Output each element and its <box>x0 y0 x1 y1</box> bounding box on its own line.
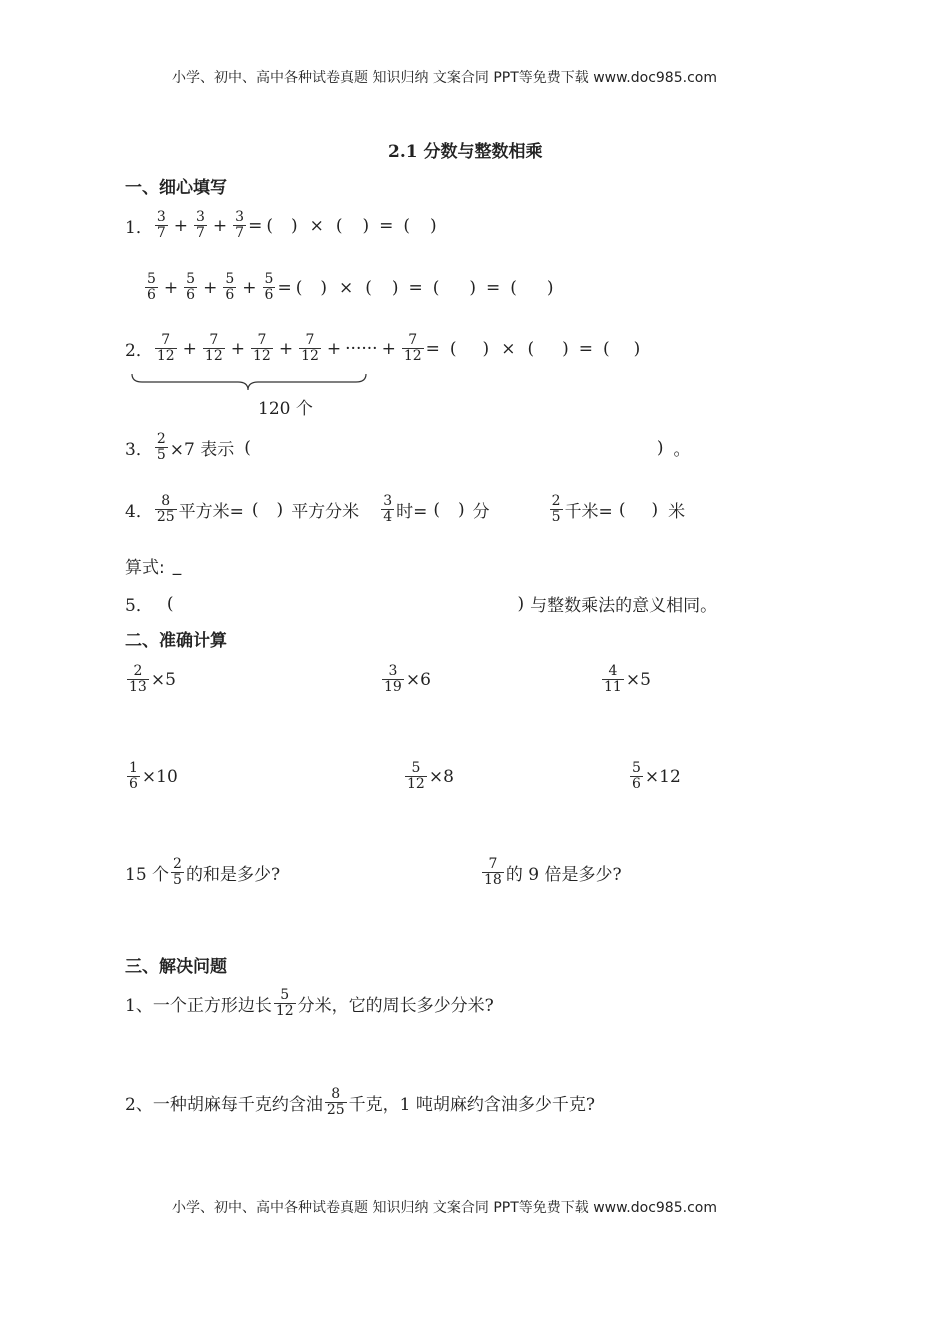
period: 。 <box>673 440 691 460</box>
fraction: $\frac{7}{12}$ <box>204 332 223 364</box>
blank-close: ) <box>656 437 664 458</box>
unit-text: 平方米= <box>178 502 244 522</box>
blank-open: ( <box>403 215 411 236</box>
question-1-line-2 <box>143 272 554 303</box>
blank-close: ) <box>651 499 659 520</box>
blank-open: ( <box>251 499 259 520</box>
fraction: $\frac{3}{7}$ <box>235 209 245 241</box>
blank-open: ( <box>166 593 174 614</box>
equals-sign: = <box>248 215 263 236</box>
blank-open: ( <box>618 499 626 520</box>
question-number: 4． <box>125 502 153 522</box>
formula-blank: _ <box>172 555 182 576</box>
problem-1: 1、一个正方形边长 $\frac{5}{12}$ 分米，它的周长多少分米? <box>125 987 494 1019</box>
brace-label: 120 个 <box>258 399 313 419</box>
question-number: 1． <box>125 218 153 238</box>
equals-sign: = <box>379 215 394 236</box>
word-calc-a: 15 个 $\frac{2}{5}$ 的和是多少? <box>125 856 281 888</box>
question-number: 5． <box>125 596 153 616</box>
blank-close: ) <box>320 277 327 298</box>
plus-sign: + <box>278 338 294 359</box>
fraction: $\frac{5}{6}$ <box>186 271 196 303</box>
blank-close: ) <box>290 215 298 236</box>
ellipsis: ······ <box>345 338 378 359</box>
blank-close: ) <box>458 499 465 520</box>
times-sign: × <box>501 338 516 359</box>
blank-open: ( <box>433 499 440 520</box>
blank-close: ) <box>633 338 641 359</box>
blank-close: ) <box>482 338 490 359</box>
fraction: $\frac{3}{7}$ <box>156 209 166 241</box>
unit-text: 米 <box>668 502 686 522</box>
calc-item: $\frac{5}{12}$ ×8 <box>407 760 454 792</box>
plus-sign: + <box>173 215 188 236</box>
blank-open: ( <box>244 437 251 458</box>
fraction: $\frac{3}{7}$ <box>196 209 205 241</box>
equals-sign: = <box>578 338 593 359</box>
underbrace <box>130 372 370 394</box>
fraction: $\frac{5}{6}$ <box>147 271 156 303</box>
calc-item: $\frac{1}{6}$ ×10 <box>129 760 178 792</box>
plus-sign: + <box>163 277 179 298</box>
blank-open: ( <box>602 338 610 359</box>
fraction: $\frac{7}{12}$ <box>301 332 319 364</box>
question-3 <box>125 432 691 463</box>
unit-text: 分 <box>472 502 490 522</box>
fraction: $\frac{5}{6}$ <box>225 271 235 303</box>
page-header: 小学、初中、高中各种试卷真题 知识归纳 文案合同 PPT等免费下载 www.doc985.com <box>172 70 717 86</box>
page-title: 2.1 分数与整数相乘 <box>388 142 543 162</box>
equals-sign: = <box>277 277 292 298</box>
page-footer: 小学、初中、高中各种试卷真题 知识归纳 文案合同 PPT等免费下载 www.doc985.com <box>172 1200 717 1216</box>
blank-close: ) <box>562 338 569 359</box>
unit-text: 千米= <box>564 502 613 522</box>
blank-open: ( <box>432 277 440 298</box>
question-text: ×7 表示 <box>169 440 235 460</box>
blank-open: ( <box>266 215 273 236</box>
formula-label: 算式: <box>125 558 165 578</box>
blank-close: ) <box>469 277 477 298</box>
blank-close: ) <box>391 277 399 298</box>
blank-open: ( <box>527 338 535 359</box>
blank-close: ) <box>430 215 437 236</box>
question-5 <box>125 591 717 616</box>
blank-open: ( <box>365 277 372 298</box>
equals-sign: = <box>425 338 440 359</box>
times-sign: × <box>309 215 324 236</box>
blank-open: ( <box>335 215 343 236</box>
equals-sign: = <box>408 277 423 298</box>
plus-sign: + <box>182 338 197 359</box>
blank-close: ) <box>362 215 370 236</box>
unit-text: 时= <box>396 502 428 522</box>
blank-open: ( <box>295 277 303 298</box>
formula-line <box>125 553 181 578</box>
blank-close: ) <box>546 277 554 298</box>
fraction: $\frac{2}{5}$ <box>156 431 166 463</box>
problem-2: 2、一种胡麻每千克约含油 $\frac{8}{25}$ 千克，1 吨胡麻约含油多少千克? <box>125 1086 595 1118</box>
fraction: $\frac{2}{5}$ <box>551 493 561 525</box>
plus-sign: + <box>242 277 257 298</box>
blank-close: ) <box>517 593 525 614</box>
blank-close: ) <box>276 499 284 520</box>
fraction: $\frac{5}{6}$ <box>264 271 274 303</box>
section-3-heading: 三、解决问题 <box>125 957 227 977</box>
equals-sign: = <box>486 277 501 298</box>
calc-item: $\frac{5}{6}$ ×12 <box>632 760 681 792</box>
calc-item: $\frac{3}{19}$ ×6 <box>384 663 431 695</box>
times-sign: × <box>338 277 354 298</box>
fraction: $\frac{7}{12}$ <box>252 332 271 364</box>
section-2-heading: 二、准确计算 <box>125 631 227 651</box>
blank-open: ( <box>449 338 457 359</box>
plus-sign: + <box>230 338 245 359</box>
plus-sign: + <box>326 338 342 359</box>
plus-sign: + <box>203 277 218 298</box>
section-1-heading: 一、细心填写 <box>125 178 227 198</box>
word-calc-b: $\frac{7}{18}$ 的 9 倍是多少? <box>484 856 622 888</box>
blank-open: ( <box>510 277 517 298</box>
question-number: 3． <box>125 440 153 460</box>
plus-sign: + <box>212 215 228 236</box>
question-2 <box>125 333 640 364</box>
unit-text: 平方分米 <box>291 502 360 522</box>
fraction: $\frac{7}{12}$ <box>403 332 422 364</box>
question-text: 与整数乘法的意义相同。 <box>530 596 718 616</box>
fraction: $\frac{7}{12}$ <box>156 332 175 364</box>
question-number: 2． <box>125 341 153 361</box>
calc-item: $\frac{4}{11}$ ×5 <box>604 663 651 695</box>
question-4 <box>125 494 685 525</box>
plus-sign: + <box>381 338 396 359</box>
fraction: $\frac{8}{25}$ <box>156 493 175 525</box>
fraction: $\frac{3}{4}$ <box>383 493 393 525</box>
question-1-line-1 <box>125 210 437 241</box>
calc-item: $\frac{2}{13}$ ×5 <box>129 663 176 695</box>
